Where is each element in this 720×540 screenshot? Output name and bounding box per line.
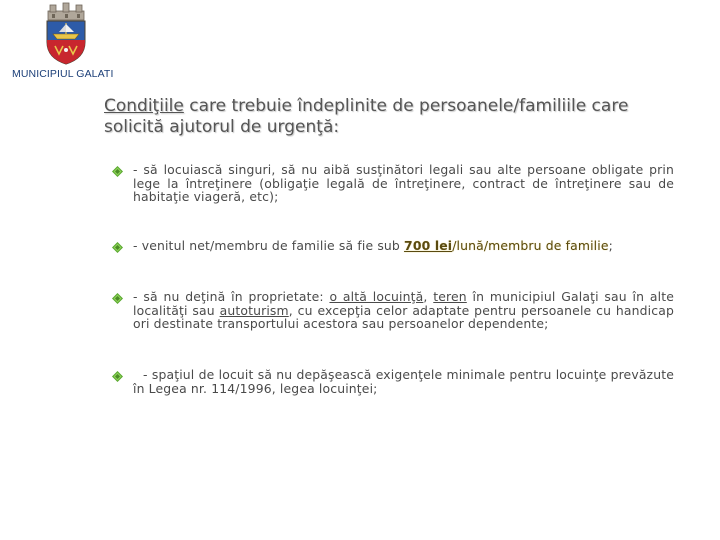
diamond-bullet-icon [112, 293, 123, 304]
condition-text: - să locuiască singuri, să nu aibă susţinători legali sau alte persoane obligate prin lege la întreţinere (obligaţie legală de întreţinere, contract de întreţinere sau de habitaţie viageră, etc); [133, 162, 674, 204]
title-keyword: Condiţiile [104, 96, 184, 116]
condition-text-part: - să nu deţină în proprietate: [133, 289, 330, 304]
property-car: autoturism [219, 302, 289, 318]
diamond-bullet-icon [112, 166, 123, 177]
condition-item [112, 163, 674, 204]
page-title [104, 96, 684, 138]
condition-text-part: - venitul net/membru de familie să fie sub [133, 238, 405, 253]
income-unit: /lună/membru de familie [452, 238, 609, 253]
condition-text [133, 239, 674, 253]
condition-item [112, 368, 674, 395]
diamond-bullet-icon [112, 242, 123, 253]
municipality-name: MUNICIPIUL GALATI [12, 68, 114, 80]
title-rest: care trebuie îndeplinite de persoanele/familiile care solicită ajutorul de urgenţă: [104, 96, 629, 137]
condition-text-part: în municipiul Galaţi sau în alte localităţi sau [133, 289, 674, 318]
city-crest-icon [41, 2, 91, 66]
condition-text-part: , [423, 289, 434, 304]
condition-text: - spaţiul de locuit să nu depăşească exigenţele minimale pentru locuinţe prevăzute în Legea nr. 114/1996, legea locuinţei; [133, 367, 674, 396]
property-housing: o altă locuinţă [329, 289, 424, 304]
diamond-bullet-icon [112, 371, 123, 382]
condition-text-part: ; [608, 238, 613, 253]
condition-text [133, 290, 674, 331]
condition-text-part: , cu excepţia celor adaptate pentru persoanele cu handicap ori destinate transportului acestora sau persoanelor dependente; [133, 302, 674, 331]
condition-item [112, 290, 674, 331]
income-limit: 700 lei [404, 238, 453, 253]
condition-item [112, 239, 674, 253]
property-land: teren [433, 289, 467, 304]
